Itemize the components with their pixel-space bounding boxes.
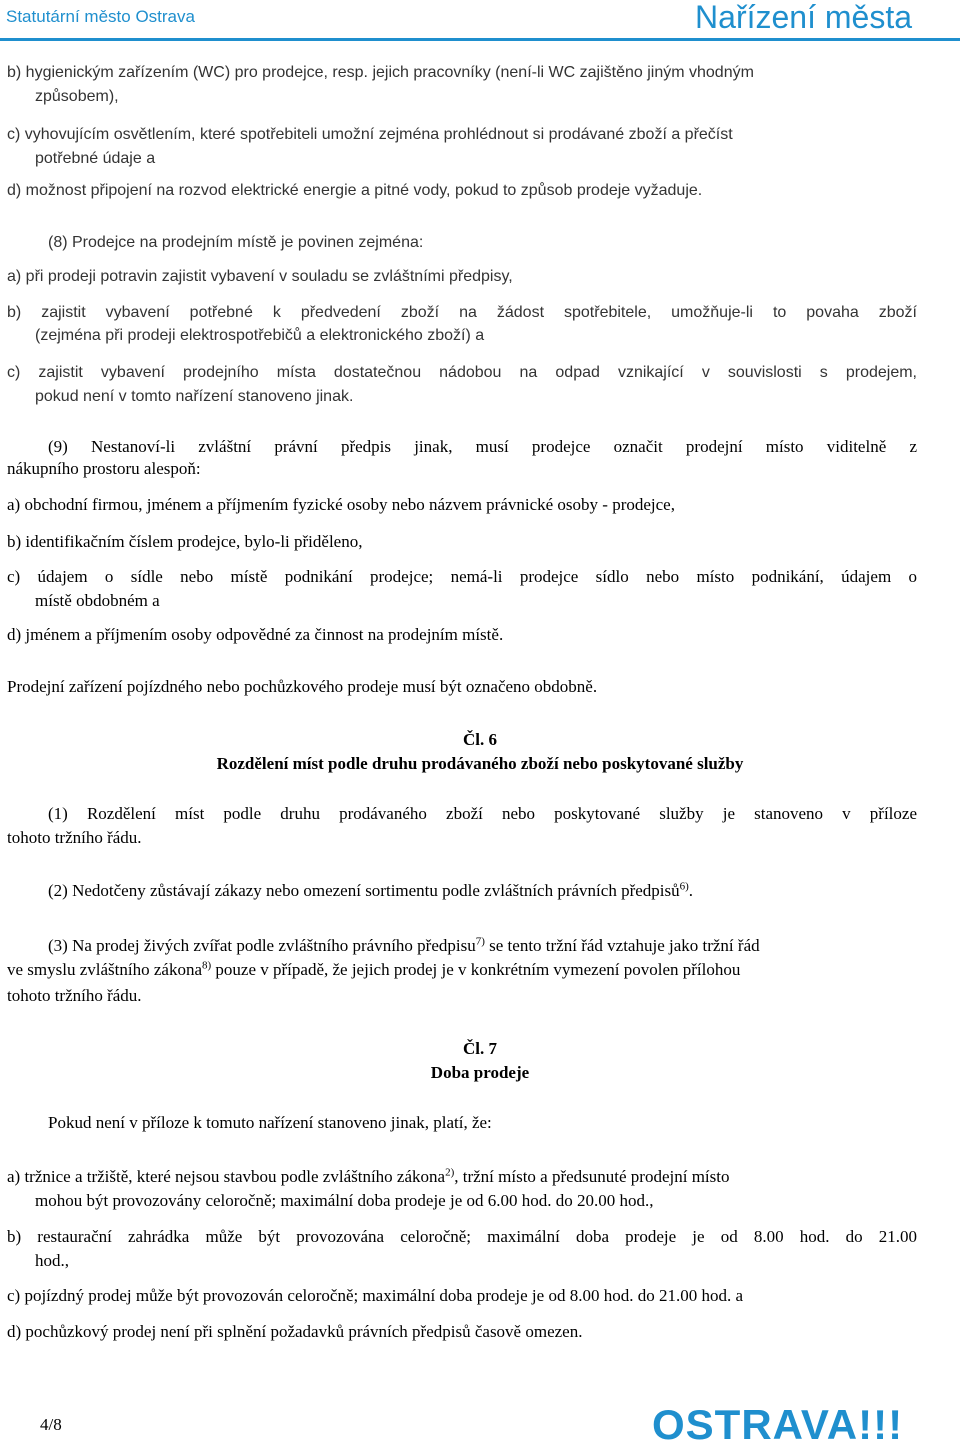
ostrava-logo: OSTRAVA!!! (652, 1401, 904, 1448)
art6-p3-line2 (7, 959, 740, 981)
p8-item-c-line1: c) zajistit vybavení prodejního místa dostatečnou nádobou na odpad vznikající v souvislosti s prodejem, (7, 364, 917, 381)
p8-item-c-line2: pokud není v tomto nařízení stanoveno jinak. (35, 388, 354, 405)
p9-item-d: d) jménem a příjmením osoby odpovědné za činnost na prodejním místě. (7, 625, 504, 644)
art7-item-a-footnote: 2) (445, 1166, 455, 1179)
p8-item-a: a) při prodeji potravin zajistit vybavení v souladu se zvláštními předpisy, (7, 268, 513, 285)
art6-p2-end: . (688, 881, 694, 900)
p9-mobile-note: Prodejní zařízení pojízdného nebo pochůzkového prodeje musí být označeno obdobně. (7, 677, 598, 696)
header-city: Statutární město Ostrava (6, 7, 195, 26)
p9-item-c-line2: místě obdobném a (35, 591, 160, 610)
header-divider (0, 38, 960, 41)
art6-p3-line2-b: pouze v případě, že jejich prodej je v konkrétním vymezení povolen přílohou (211, 960, 741, 979)
art7-item-b-line2: hod., (35, 1251, 69, 1270)
item-c-light-line1: c) vyhovujícím osvětlením, které spotřebiteli umožní zejména prohlédnout si prodávané zboží a přečíst (7, 126, 733, 143)
item-b-hygiene-line1: b) hygienickým zařízením (WC) pro prodejce, resp. jejich pracovníky (není-li WC zajištěno jiným vhodným (7, 64, 754, 81)
art6-p2 (48, 880, 693, 902)
p8-item-b-line1: b) zajistit vybavení potřebné k předvedení zboží na žádost spotřebitele, umožňuje-li to povaha zboží (7, 304, 917, 321)
art6-p2-footnote: 6) (679, 880, 689, 893)
art7-item-a-line2: mohou být provozovány celoročně; maximální doba prodeje je od 6.00 hod. do 20.00 hod., (35, 1191, 654, 1210)
art6-p3-line1 (48, 935, 760, 957)
art7-item-a-line1 (7, 1166, 730, 1188)
art6-title: Rozdělení míst podle druhu prodávaného zboží nebo poskytované služby (216, 754, 744, 773)
art6-p3-line3: tohoto tržního řádu. (7, 986, 142, 1005)
item-d-connection: d) možnost připojení na rozvod elektrické energie a pitné vody, pokud to způsob prodeje vyžaduje. (7, 182, 703, 199)
art7-item-a-text: a) tržnice a tržiště, které nejsou stavbou podle zvláštního zákona (7, 1167, 446, 1186)
art6-p3-footnote7: 7) (475, 935, 485, 948)
p9-intro-line1: (9) Nestanoví-li zvláštní právní předpis jinak, musí prodejce označit prodejní místo viditelně z (48, 437, 917, 456)
p8-intro: (8) Prodejce na prodejním místě je povinen zejména: (48, 234, 424, 251)
art7-item-a-text2: , tržní místo a předsunuté prodejní místo (454, 1167, 730, 1186)
item-c-light-line2: potřebné údaje a (35, 150, 156, 167)
art6-p3-line2-a: ve smyslu zvláštního zákona (7, 960, 202, 979)
page-header (0, 0, 960, 38)
art6-number: Čl. 6 (463, 730, 497, 749)
art6-p1-line1: (1) Rozdělení míst podle druhu prodávaného zboží nebo poskytované služby je stanoveno v příloze (48, 804, 917, 823)
art6-p3-line1-b: se tento tržní řád vztahuje jako tržní řád (484, 936, 760, 955)
art7-item-d: d) pochůzkový prodej není při splnění požadavků právních předpisů časově omezen. (7, 1322, 583, 1341)
art7-intro: Pokud není v příloze k tomuto nařízení stanoveno jinak, platí, že: (48, 1113, 492, 1132)
art7-title: Doba prodeje (430, 1063, 530, 1082)
art6-p1-line2: tohoto tržního řádu. (7, 828, 142, 847)
p9-item-c-line1: c) údajem o sídle nebo místě podnikání prodejce; nemá-li prodejce sídlo nebo místo podnikání, údajem o (7, 567, 917, 586)
p8-item-b-line2: (zejména při prodeji elektrospotřebičů a elektronického zboží) a (35, 327, 485, 344)
art6-p2-text: (2) Nedotčeny zůstávají zákazy nebo omezení sortimentu podle zvláštních právních předpisů (48, 881, 680, 900)
art6-p3-line1-a: (3) Na prodej živých zvířat podle zvláštního právního předpisu (48, 936, 476, 955)
p9-item-a: a) obchodní firmou, jménem a příjmením fyzické osoby nebo názvem právnické osoby - prodejce, (7, 495, 675, 514)
p9-intro-line2: nákupního prostoru alespoň: (7, 459, 201, 478)
header-title: Nařízení města (695, 0, 912, 35)
item-b-hygiene-line2: způsobem), (35, 88, 119, 105)
art7-item-c: c) pojízdný prodej může být provozován celoročně; maximální doba prodeje je od 8.00 hod. do 21.00 hod. a (7, 1286, 743, 1305)
p9-item-b: b) identifikačním číslem prodejce, bylo-li přiděleno, (7, 532, 363, 551)
art6-p3-footnote8: 8) (202, 959, 212, 972)
page-number: 4/8 (40, 1415, 62, 1434)
art7-number: Čl. 7 (463, 1039, 497, 1058)
art7-item-b-line1: b) restaurační zahrádka může být provozována celoročně; maximální doba prodeje je od 8.00 hod. do 21.00 (7, 1227, 917, 1246)
